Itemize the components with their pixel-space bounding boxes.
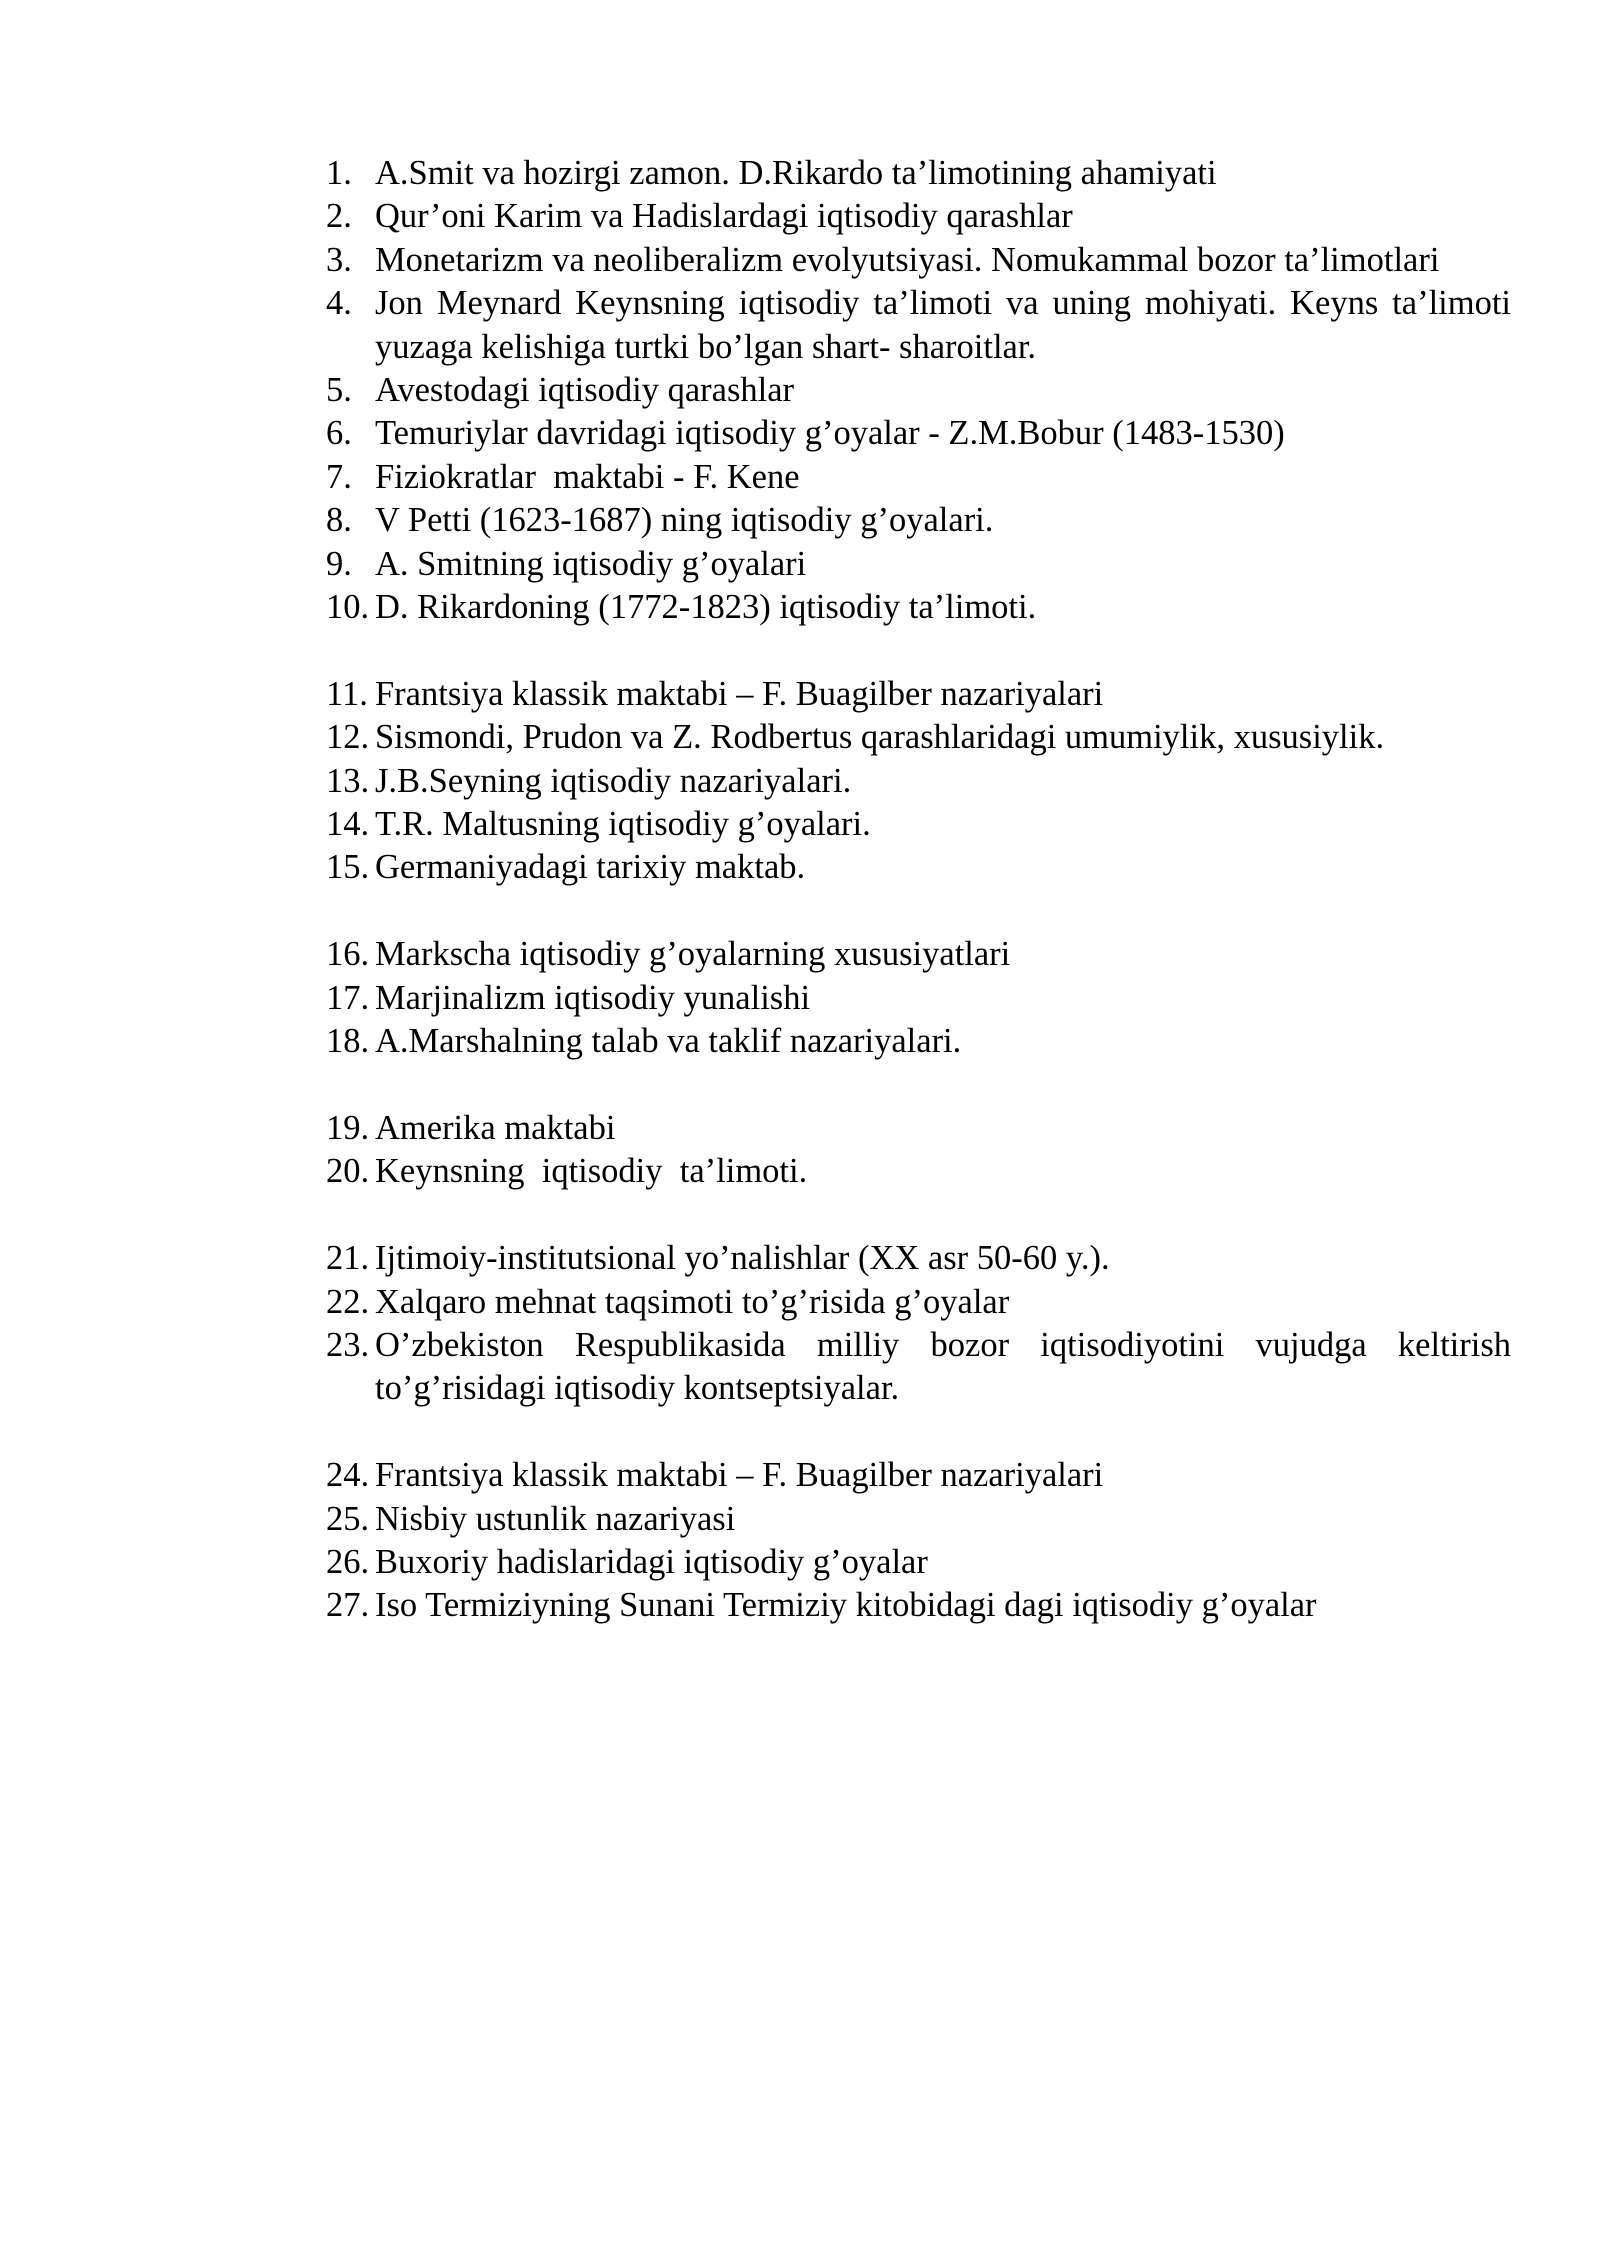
list-item xyxy=(326,1498,1511,1541)
section-gap xyxy=(326,1064,1511,1107)
list-item xyxy=(326,846,1511,889)
topic-list xyxy=(326,152,1511,1628)
item-text: Keynsning iqtisodiy ta’limoti. xyxy=(375,1152,808,1191)
list-item xyxy=(326,1150,1511,1193)
item-text: J.B.Seyning iqtisodiy nazariyalari. xyxy=(375,761,852,800)
item-text: Amerika maktabi xyxy=(375,1108,616,1147)
list-item xyxy=(326,456,1511,499)
item-text: Nisbiy ustunlik nazariyasi xyxy=(375,1499,736,1538)
item-text: Frantsiya klassik maktabi – F. Buagilber nazariyalari xyxy=(375,674,1104,713)
item-number: 2. xyxy=(326,197,352,236)
list-item xyxy=(326,543,1511,586)
item-text: A.Marshalning talab va taklif nazariyalari. xyxy=(375,1022,962,1061)
item-text: T.R. Maltusning iqtisodiy g’oyalari. xyxy=(375,805,871,844)
item-number: 21. xyxy=(326,1239,370,1278)
list-item xyxy=(326,760,1511,803)
section-gap xyxy=(326,890,1511,933)
item-number: 5. xyxy=(326,371,352,410)
item-text: Jon Meynard Keynsning iqtisodiy ta’limoti va uning mohiyati. Keyns ta’limoti yuzaga kelishiga turtki bo’lgan shart- sharoitlar. xyxy=(375,284,1511,366)
item-number: 16. xyxy=(326,935,370,974)
list-item xyxy=(326,977,1511,1020)
item-text: Fiziokratlar maktabi - F. Kene xyxy=(375,457,800,496)
item-text: Sismondi, Prudon va Z. Rodbertus qarashlaridagi umumiylik, xususiylik. xyxy=(375,718,1385,757)
list-item xyxy=(326,499,1511,542)
list-item xyxy=(326,1454,1511,1497)
list-item xyxy=(326,369,1511,412)
list-item xyxy=(326,716,1511,759)
item-number: 17. xyxy=(326,978,370,1017)
item-text: Germaniyadagi tarixiy maktab. xyxy=(375,848,806,887)
item-number: 4. xyxy=(326,284,352,323)
item-number: 7. xyxy=(326,457,352,496)
item-text: Temuriylar davridagi iqtisodiy g’oyalar - Z.M.Bobur (1483-1530) xyxy=(375,414,1285,453)
item-text: Frantsiya klassik maktabi – F. Buagilber nazariyalari xyxy=(375,1456,1104,1495)
item-text: Marjinalizm iqtisodiy yunalishi xyxy=(375,978,811,1017)
item-number: 1. xyxy=(326,154,352,192)
item-text: Buxoriy hadislaridagi iqtisodiy g’oyalar xyxy=(375,1542,928,1581)
item-number: 8. xyxy=(326,501,352,540)
item-text: V Petti (1623-1687) ning iqtisodiy g’oyalari. xyxy=(375,501,994,540)
list-item xyxy=(326,1237,1511,1280)
item-number: 27. xyxy=(326,1586,370,1625)
item-number: 14. xyxy=(326,805,370,844)
list-item xyxy=(326,239,1511,282)
item-number: 11. xyxy=(326,674,368,713)
item-text: D. Rikardoning (1772-1823) iqtisodiy ta’limoti. xyxy=(375,588,1037,627)
item-number: 6. xyxy=(326,414,352,453)
item-text: A.Smit va hozirgi zamon. D.Rikardo ta’limotining ahamiyati xyxy=(375,154,1217,192)
item-number: 18. xyxy=(326,1022,370,1061)
list-item xyxy=(326,803,1511,846)
item-text: O’zbekiston Respublikasida milliy bozor iqtisodiyotini vujudga keltirish to’g’risidagi iqtisodiy kontseptsiyalar. xyxy=(375,1325,1511,1408)
item-text: Xalqaro mehnat taqsimoti to’g’risida g’oyalar xyxy=(375,1282,1010,1321)
item-text: Monetarizm va neoliberalizm evolyutsiyasi. Nomukammal bozor ta’limotlari xyxy=(375,240,1440,279)
list-item xyxy=(326,586,1511,629)
item-number: 23. xyxy=(326,1325,370,1364)
item-number: 20. xyxy=(326,1152,370,1191)
list-item xyxy=(326,195,1511,238)
item-text: Iso Termiziyning Sunani Termiziy kitobidagi dagi iqtisodiy g’oyalar xyxy=(375,1586,1317,1625)
item-text: Qur’oni Karim va Hadislardagi iqtisodiy qarashlar xyxy=(375,197,1073,236)
list-item xyxy=(326,1020,1511,1063)
list-item xyxy=(326,1324,1511,1411)
item-number: 9. xyxy=(326,544,352,583)
list-item xyxy=(326,282,1511,369)
item-number: 25. xyxy=(326,1499,370,1538)
section-gap xyxy=(326,629,1511,672)
item-text: Ijtimoiy-institutsional yo’nalishlar (XX asr 50-60 y.). xyxy=(375,1239,1110,1278)
item-number: 3. xyxy=(326,240,352,279)
item-number: 10. xyxy=(326,588,370,627)
list-item xyxy=(326,1281,1511,1324)
item-number: 12. xyxy=(326,718,370,757)
list-item xyxy=(326,1107,1511,1150)
section-gap xyxy=(326,1411,1511,1454)
item-text: A. Smitning iqtisodiy g’oyalari xyxy=(375,544,807,583)
list-item xyxy=(326,152,1511,195)
item-number: 24. xyxy=(326,1456,370,1495)
item-text: Markscha iqtisodiy g’oyalarning xususiyatlari xyxy=(375,935,1011,974)
item-number: 15. xyxy=(326,848,370,887)
item-text: Avestodagi iqtisodiy qarashlar xyxy=(375,371,795,410)
item-number: 26. xyxy=(326,1542,370,1581)
list-item xyxy=(326,1584,1511,1627)
item-number: 22. xyxy=(326,1282,370,1321)
list-item xyxy=(326,673,1511,716)
list-item xyxy=(326,933,1511,976)
section-gap xyxy=(326,1194,1511,1237)
item-number: 19. xyxy=(326,1108,370,1147)
item-number: 13. xyxy=(326,761,370,800)
list-item xyxy=(326,412,1511,455)
list-item xyxy=(326,1541,1511,1584)
